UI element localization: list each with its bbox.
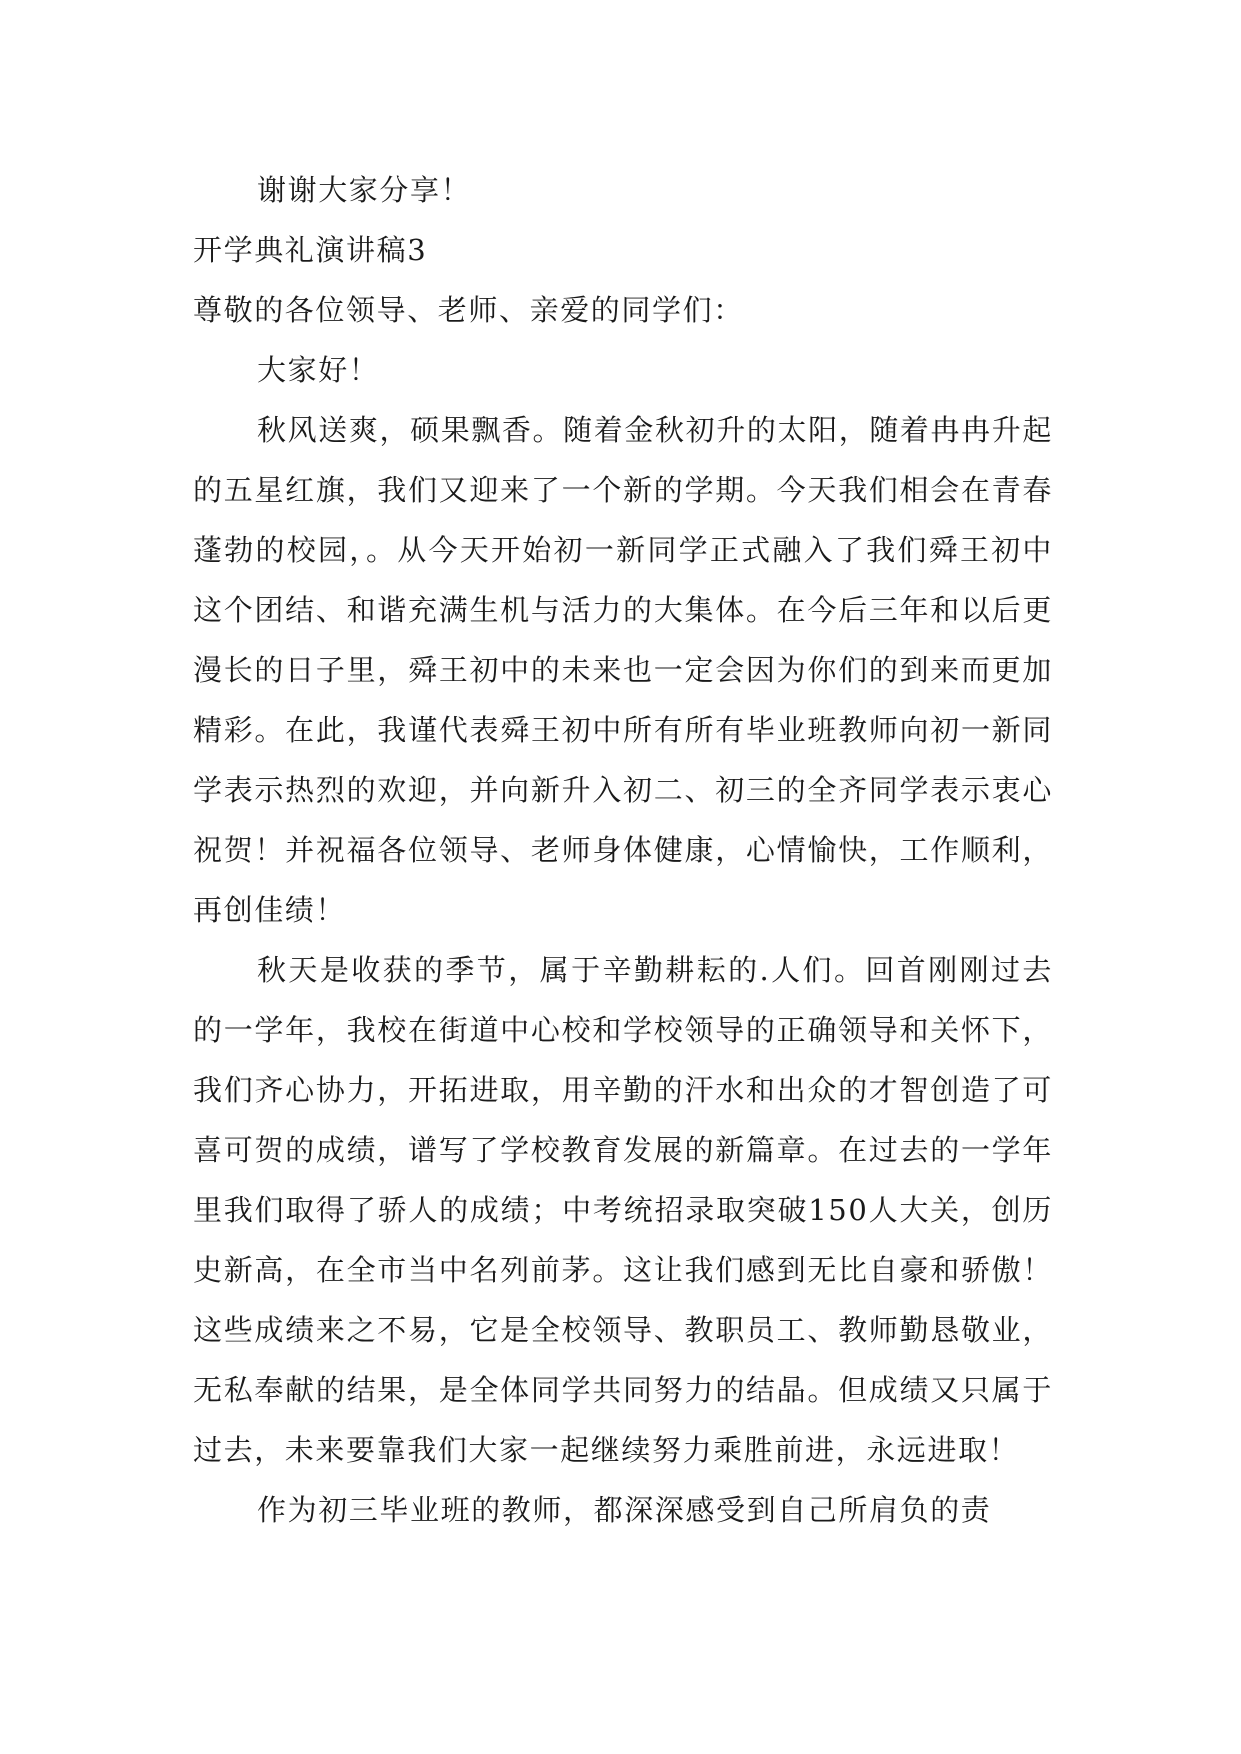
paragraph: 作为初三毕业班的教师，都深深感受到自己所肩负的责 [257,1493,992,1527]
speech-title: 开学典礼演讲稿3 [193,233,428,267]
document-body [193,160,1053,1540]
salutation: 尊敬的各位领导、老师、亲爱的同学们： [193,293,744,327]
paragraph: 秋天是收获的季节，属于辛勤耕耘的.人们。回首刚刚过去的一学年，我校在街道中心校和学校领导的正确领导和关怀下，我们齐心协力，开拓进取，用辛勤的汗水和出众的才智创造了可喜可贺的成绩，谱写了学校教育发展的新篇章。在过去的一学年里我们取得了骄人的成绩；中考统招录取突破150人大关，创历史新高，在全市当中名列前茅。这让我们感到无比自豪和骄傲！这些成绩来之不易，它是全校领导、教职员工、教师勤恳敬业，无私奉献的结果，是全体同学共同努力的结晶。但成绩又只属于过去，未来要靠我们大家一起继续努力乘胜前进，永远进取！ [193,953,1053,1467]
greeting: 大家好！ [257,353,380,387]
closing-line: 谢谢大家分享！ [257,173,472,207]
paragraph: 秋风送爽，硕果飘香。随着金秋初升的太阳，随着冉冉升起的五星红旗，我们又迎来了一个新的学期。今天我们相会在青春蓬勃的校园，。从今天开始初一新同学正式融入了我们舜王初中这个团结、和谐充满生机与活力的大集体。在今后三年和以后更漫长的日子里，舜王初中的未来也一定会因为你们的到来而更加精彩。在此，我谨代表舜王初中所有所有毕业班教师向初一新同学表示热烈的欢迎，并向新升入初二、初三的全齐同学表示衷心祝贺！并祝福各位领导、老师身体健康，心情愉快，工作顺利，再创佳绩！ [193,413,1053,927]
